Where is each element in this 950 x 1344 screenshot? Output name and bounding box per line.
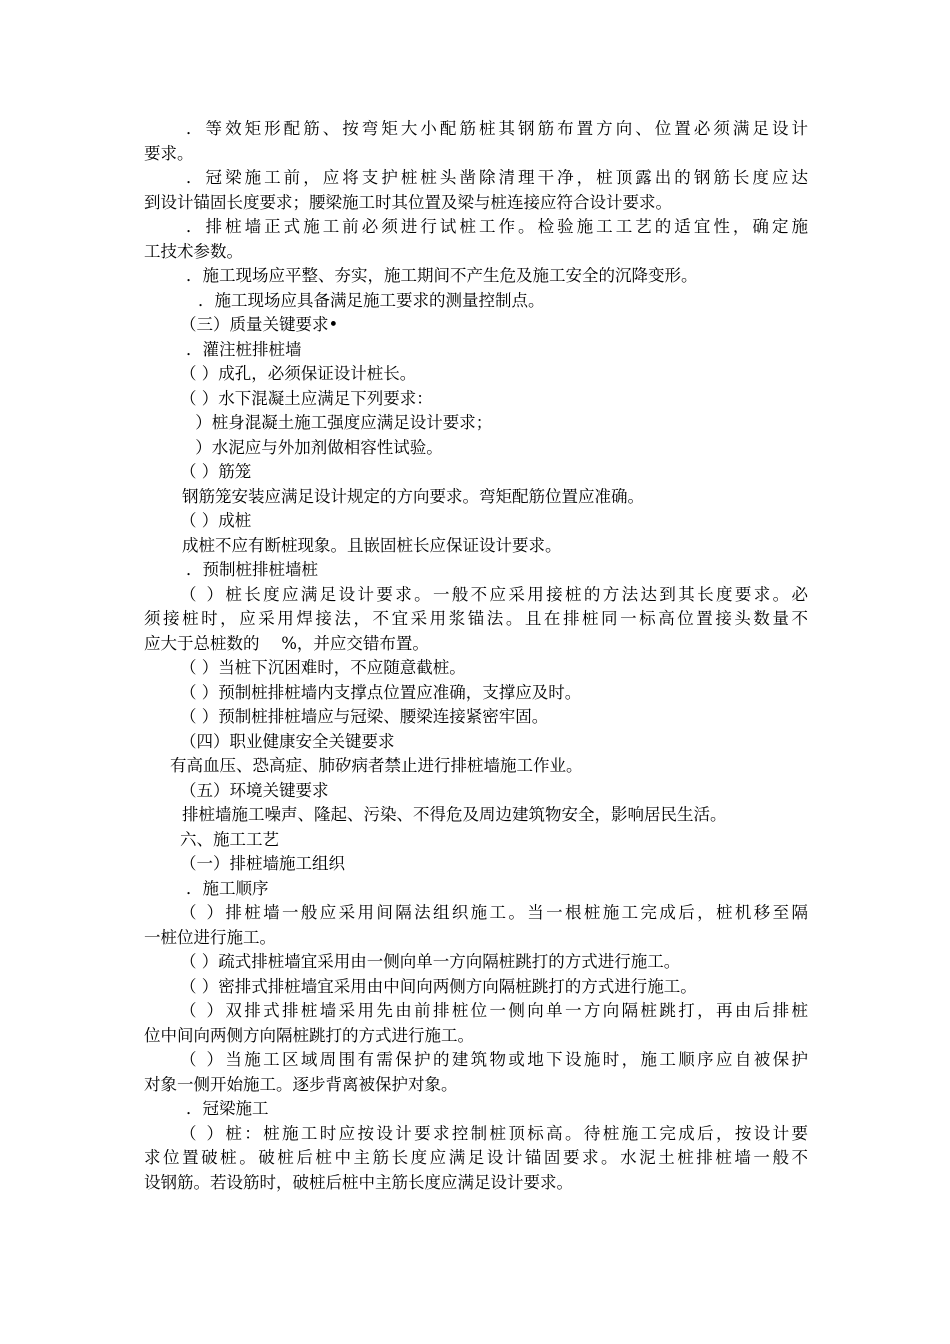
text-line: ．冠梁施工前，应将支护桩桩头凿除清理干净，桩顶露出的钢筋长度应达: [186, 168, 808, 187]
text-line: 排桩墙施工噪声、隆起、污染、不得危及周边建筑物安全，影响居民生活。: [182, 805, 727, 824]
text-line: （ ）排桩墙一般应采用间隔法组织施工。当一根桩施工完成后，桩机移至隔: [180, 903, 808, 922]
text-line: （ ）成桩: [180, 511, 252, 530]
text-line: ．等效矩形配筋、按弯矩大小配筋桩其钢筋布置方向、位置必须满足设计: [186, 119, 808, 138]
text-line: 工技术参数。: [144, 241, 243, 261]
text-line: 成桩不应有断桩现象。且嵌固桩长应保证设计要求。: [182, 535, 562, 555]
text-line: （ ）双排式排桩墙采用先由前排桩位一侧向单一方向隔桩跳打，再由后排桩: [180, 1001, 808, 1020]
text-line: ．冠梁施工: [186, 1099, 269, 1118]
text-line: ．预制桩排桩墙桩: [186, 560, 318, 579]
text-line: ．排桩墙正式施工前必须进行试桩工作。检验施工工艺的适宜性，确定施: [186, 217, 808, 236]
text-line: ．施工现场应平整、夯实，施工期间不产生危及施工安全的沉降变形。: [186, 266, 698, 285]
text-line: ）水泥应与外加剂做相容性试验。: [190, 437, 443, 457]
text-line: （ ）当施工区域周围有需保护的建筑物或地下设施时，施工顺序应自被保护: [180, 1050, 808, 1069]
text-line: （ ）水下混凝土应满足下列要求：: [180, 388, 433, 408]
text-line: ．灌注桩排桩墙: [186, 339, 302, 359]
text-line: ．施工顺序: [186, 878, 269, 898]
text-line: 到设计锚固长度要求；腰梁施工时其位置及梁与桩连接应符合设计要求。: [144, 192, 672, 212]
text-line: （ ）预制桩排桩墙应与冠梁、腰梁连接紧密牢固。: [180, 707, 549, 726]
text-line: 六、施工工艺: [180, 829, 279, 849]
text-line: （ ）预制桩排桩墙内支撑点位置应准确，支撑应及时。: [180, 682, 582, 702]
text-line: （ ）桩长度应满足设计要求。一般不应采用接桩的方法达到其长度要求。必: [180, 584, 808, 604]
text-line: （ ）密排式排桩墙宜采用由中间向两侧方向隔桩跳打的方式进行施工。: [180, 976, 697, 996]
text-line: ）桩身混凝土施工强度应满足设计要求；: [190, 413, 493, 432]
text-line: ．施工现场应具备满足施工要求的测量控制点。: [198, 290, 545, 310]
text-line: 一桩位进行施工。: [144, 927, 276, 947]
text-line: 须接桩时，应采用焊接法，不宜采用浆锚法。且在排桩同一标高位置接头数量不: [144, 609, 808, 628]
text-line: （一）排桩墙施工组织: [180, 854, 345, 873]
text-line: （ ）桩：桩施工时应按设计要求控制桩顶标高。待桩施工完成后，按设计要: [180, 1123, 808, 1143]
text-line: 钢筋笼安装应满足设计规定的方向要求。弯矩配筋位置应准确。: [182, 486, 644, 506]
text-line: 设钢筋。若设筋时，破桩后桩中主筋长度应满足设计要求。: [144, 1172, 573, 1192]
text-line: 位中间向两侧方向隔桩跳打的方式进行施工。: [144, 1025, 474, 1045]
text-line: （四）职业健康安全关键要求: [180, 731, 395, 751]
text-line: 对象一侧开始施工。逐步背离被保护对象。: [144, 1074, 458, 1094]
text-line: （ ）当桩下沉困难时，不应随意截桩。: [180, 658, 466, 677]
text-line: 有高血压、恐高症、肺矽病者禁止进行排桩墙施工作业。: [170, 756, 583, 775]
text-line: （五）环境关键要求: [180, 780, 329, 800]
text-line: （ ）疏式排桩墙宜采用由一侧向单一方向隔桩跳打的方式进行施工。: [180, 952, 681, 971]
text-line: （ ）筋笼: [180, 462, 252, 481]
text-line: 求位置破桩。破桩后桩中主筋长度应满足设计锚固要求。水泥土桩排桩墙一般不: [144, 1148, 808, 1167]
text-line: 应大于总桩数的 %，并应交错布置。: [144, 633, 429, 653]
text-line: 要求。: [144, 143, 194, 163]
text-line: （ ）成孔，必须保证设计桩长。: [180, 364, 417, 383]
text-line: （三）质量关键要求•: [180, 315, 339, 334]
